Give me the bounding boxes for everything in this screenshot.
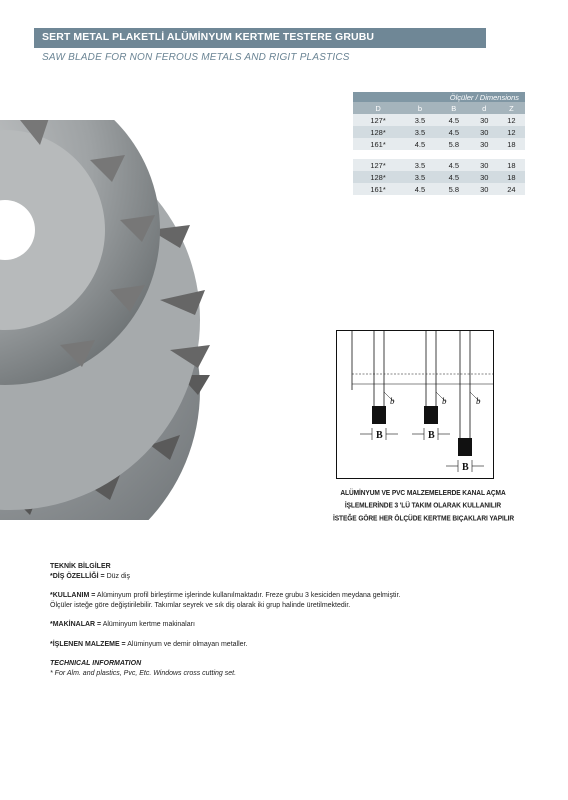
table-row [353, 138, 525, 150]
col-header: d [471, 102, 498, 114]
table-row [353, 114, 525, 126]
table-cell: 127* [353, 114, 403, 126]
table-cell: 3.5 [403, 159, 437, 171]
table-cell: 3.5 [403, 171, 437, 183]
tooth-value: Düz diş [106, 572, 130, 580]
table-row [353, 126, 525, 138]
table-header [353, 102, 525, 114]
table-spacer [353, 150, 525, 159]
col-header: Z [498, 102, 525, 114]
diagram-label-b: b [390, 396, 395, 406]
table-cell: 3.5 [403, 114, 437, 126]
blade-set-diagram [336, 330, 494, 480]
table-cell: 127* [353, 159, 403, 171]
page-subtitle: SAW BLADE FOR NON FEROUS METALS AND RIGIT PLASTICS [42, 52, 350, 63]
table-cell: 18 [498, 159, 525, 171]
note-line: ALÜMİNYUM VE PVC MALZEMELERDE KANAL AÇMA [340, 489, 506, 498]
tech-line: * For Alm. and plastics, Pvc, Etc. Windows cross cutting set. [50, 669, 237, 677]
table-cell: 18 [498, 138, 525, 150]
material-value: Alüminyum ve demir olmayan metaller. [127, 640, 248, 648]
table-cell: 30 [471, 126, 498, 138]
usage-value: Alüminyum profil birleştirme işlerinde kullanılmaktadır. Freze grubu 3 kesiciden meydana gelmiştir. [96, 592, 401, 599]
technical-info [50, 562, 520, 678]
table-cell: 18 [498, 171, 525, 183]
usage-value-2: Ölçüler isteğe göre değiştirilebilir. Takımlar seyrek ve sık diş olarak iki grup halinde üretilmektedir. [50, 601, 351, 609]
table-cell: 161* [353, 138, 403, 150]
diagram-label-B: B [462, 462, 469, 473]
table-cell: 4.5 [437, 114, 471, 126]
note-line: İŞLEMLERİNDE 3 'LÜ TAKIM OLARAK KULLANILIR [344, 501, 502, 510]
info-heading: TEKNİK BİLGİLER [50, 563, 111, 570]
table-cell: 5.8 [437, 183, 471, 195]
table-cell: 30 [471, 183, 498, 195]
table-cell: 30 [471, 171, 498, 183]
usage-spec [50, 591, 520, 601]
table-cell: 128* [353, 126, 403, 138]
machines-value: Alüminyum kertme makinaları [102, 621, 195, 628]
table-cell: 24 [498, 183, 525, 195]
table-cell: 4.5 [437, 171, 471, 183]
col-header: b [403, 102, 437, 114]
diagram-label-B: B [428, 430, 435, 441]
table-row [353, 171, 525, 183]
dimensions-table [353, 92, 525, 195]
page-title: SERT METAL PLAKETLİ ALÜMİNYUM KERTME TESTERE GRUBU [42, 31, 375, 43]
diagram-label-B: B [376, 430, 383, 441]
tooth-label: *DİŞ ÖZELLİĞİ = [50, 572, 105, 580]
usage-label: *KULLANIM = [50, 592, 96, 599]
table-cell: 4.5 [403, 183, 437, 195]
table-row [353, 159, 525, 171]
table-cell: 30 [471, 159, 498, 171]
col-header: B [437, 102, 471, 114]
tooth-spec [50, 572, 520, 582]
material-label: *İŞLENEN MALZEME = [50, 640, 126, 648]
table-cell: 128* [353, 171, 403, 183]
table-cell: 5.8 [437, 138, 471, 150]
note-line: İSTEĞE GÖRE HER ÖLÇÜDE KERTME BIÇAKLARI YAPILIR [333, 514, 515, 523]
table-cell: 4.5 [403, 138, 437, 150]
table-cell: 161* [353, 183, 403, 195]
table-cell: 4.5 [437, 126, 471, 138]
table-cell: 4.5 [437, 159, 471, 171]
table-cell: 30 [471, 138, 498, 150]
diagram-label-b: b [476, 396, 481, 406]
table-cell: 12 [498, 114, 525, 126]
table-caption: Ölçüler / Dimensions [353, 92, 525, 102]
machines-spec [50, 620, 520, 630]
material-spec [50, 640, 520, 650]
table-row [353, 183, 525, 195]
tech-heading: TECHNICAL INFORMATION [50, 660, 142, 667]
machines-label: *MAKİNALAR = [50, 621, 102, 628]
title-bar [34, 28, 486, 48]
table-cell: 12 [498, 126, 525, 138]
usage-notes [333, 487, 513, 525]
col-header: D [353, 102, 403, 114]
table-cell: 30 [471, 114, 498, 126]
table-cell: 3.5 [403, 126, 437, 138]
diagram-label-b: b [442, 396, 447, 406]
saw-blade-image [0, 120, 230, 520]
